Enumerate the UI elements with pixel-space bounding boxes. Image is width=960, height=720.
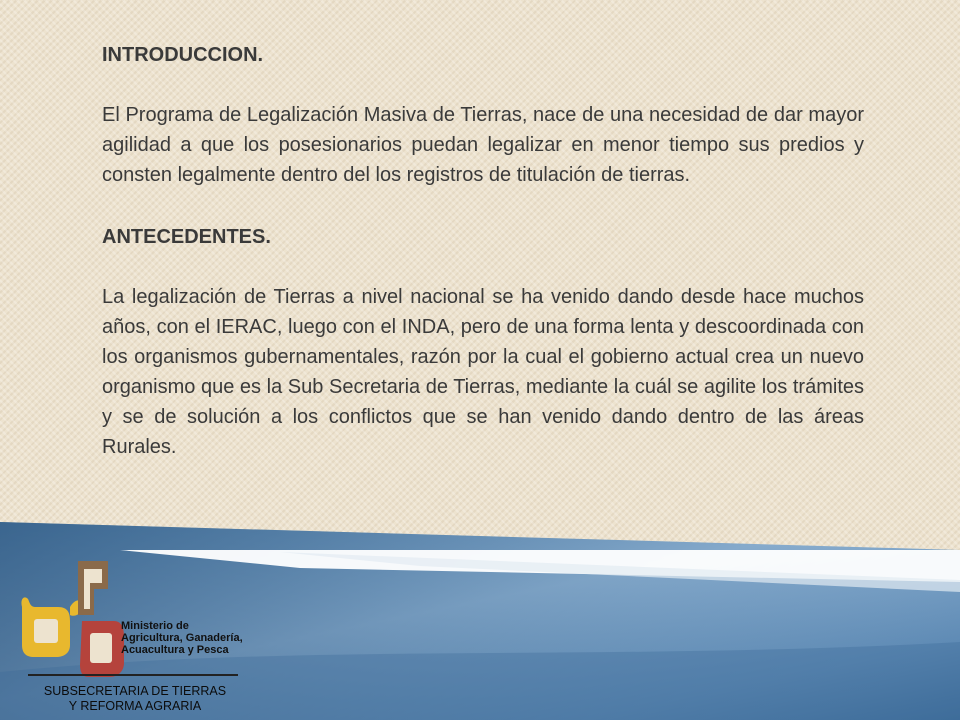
ministry-line: Acuacultura y Pesca bbox=[121, 644, 229, 656]
intro-heading: INTRODUCCION. bbox=[102, 44, 264, 66]
intro-paragraph: El Programa de Legalización Masiva de Tierras, nace de una necesidad de dar mayor agilidad a que los posesionarios puedan legalizar en menor tiempo sus predios y consten legalmente dentro del los registros de titulación de tierras. bbox=[102, 104, 864, 186]
background-heading: ANTECEDENTES. bbox=[102, 226, 271, 248]
ministry-line: Agricultura, Ganadería, bbox=[121, 632, 243, 644]
ministry-line: Ministerio de bbox=[121, 620, 189, 632]
background-paragraph: La legalización de Tierras a nivel nacional se ha venido dando desde hace muchos años, con el IERAC, luego con el INDA, pero de una forma lenta y descoordinada con los organismos gubernamentales, razón por la cual el gobierno actual crea un nuevo organismo que es la Sub Secretaria de Tierras, mediante la cuál se agilite los trámites y se de solución a los conflictos que se han venido dando dentro de las áreas Rurales. bbox=[102, 286, 864, 458]
subsecretaria-line: Y REFORMA AGRARIA bbox=[68, 699, 202, 713]
ministry-name bbox=[121, 620, 243, 656]
subsecretaria-line: SUBSECRETARIA DE TIERRAS bbox=[43, 684, 227, 698]
logo-divider bbox=[28, 674, 238, 676]
subsecretaria-name bbox=[30, 684, 240, 714]
slide-content bbox=[102, 40, 864, 462]
